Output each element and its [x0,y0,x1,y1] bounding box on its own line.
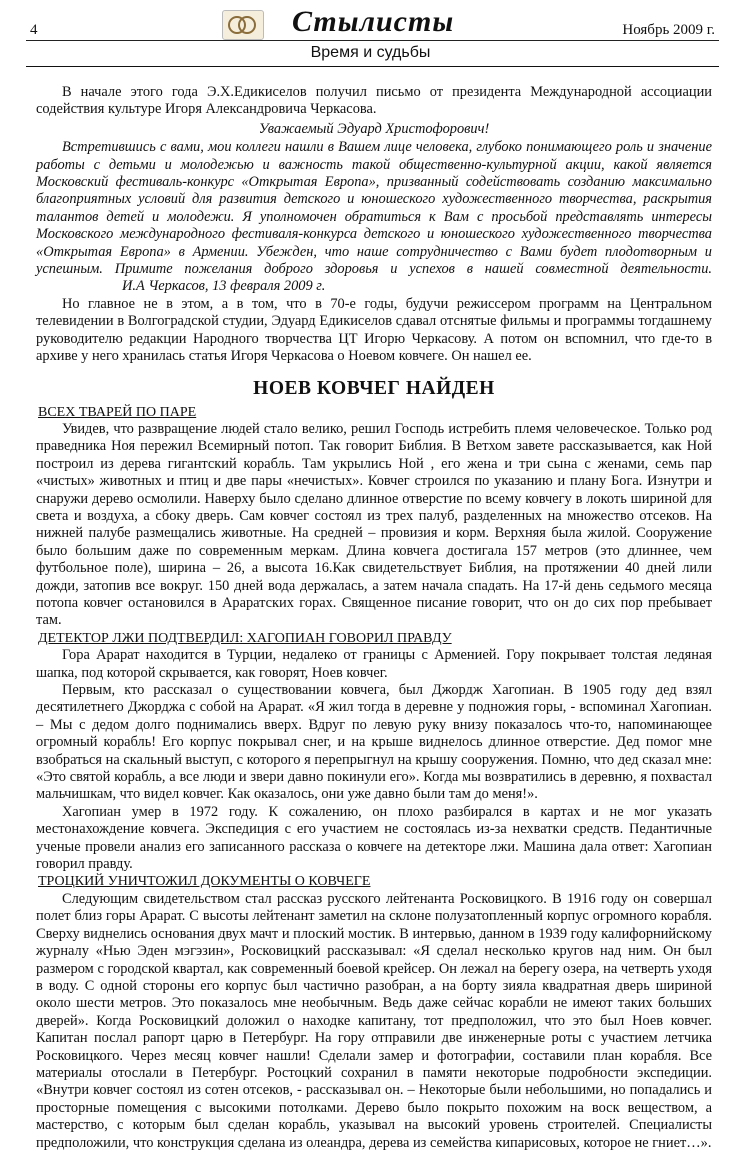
letter-body [36,139,712,296]
issue-date: Ноябрь 2009 г. [622,22,715,38]
magazine-logo-icon [222,10,264,40]
article-paragraph: Гора Арарат находится в Турции, недалеко от границы с Арменией. Гору покрывает толстая ледяная шапка, под которой скрывается, как говорят, Ноев ковчег. [36,647,712,681]
article-paragraph: Хагопиан умер в 1972 году. К сожалению, он плохо разбирался в картах и не мог указать местонахождение ковчега. Экспедиция с его участием не состоялась из-за нехватки средств. Педантичные ученые провели анализ его записанного рассказа о ковчеге на детекторе лжи. Машина дала ответ: Хагопиан говорил правду. [36,803,712,873]
section-title: Время и судьбы [310,44,431,61]
subheading-3: ТРОЦКИЙ УНИЧТОЖИЛ ДОКУМЕНТЫ О КОВЧЕГЕ [38,874,371,890]
intro-paragraph: В начале этого года Э.Х.Едикиселов получил письмо от президента Международной ассоциации содействия культуре Игоря Александровича Черкасова. [36,84,712,118]
subheading-2: ДЕТЕКТОР ЛЖИ ПОДТВЕРДИЛ: ХАГОПИАН ГОВОРИЛ ПРАВДУ [38,630,452,646]
masthead: Стылисты [292,5,455,38]
article-paragraph: Следующим свидетельством стал рассказ русского лейтенанта Росковицкого. В 1916 году он совершал полет близ горы Арарат. С высоты лейтенант заметил на склоне полузатопленный корпус огромного корабля. Сверху виднелись основания двух мачт и плоский мостик. В интервью, данном в 1939 году калифорнийскому журналу «Нью Эден мэгэзин», Росковицкий рассказывал: «Я сделал несколько кругов над ним. Он был размером с городской квартал, как современный боевой крейсер. Он лежал на берегу озера, на четверть уходя в воду. С одной стороны его корпус был частично разобран, а на борту зияла квадратная дверь шириной около шести метров. Это показалось мне необычным. Ведь даже сейчас корабли не имеют таких больших дверей». Когда Росковицкий доложил о находке капитану, тот предположил, что это был Ноев ковчег. Капитан послал рапорт царю в Петербург. На гору отправили две инженерные роты с участием летчика Росковицкого. Через месяц ковчег нашли! Сделали замер и фотографии, составили план корабля. Все материалы отослали в Петербург. Ростоцкий сохранил в памяти некоторые подробности экспедиции. «Внутри ковчег состоял из сотен отсеков, - рассказывал он. – Некоторые были небольшими, но попадались и просторные помещения с высокими потолками. Дерево было покрыто похожим на воск веществом, а мастерство, с которым был сделан корабль, указывал на высокий уровень строителей. Специалисты предположили, что конструкция сделана из олеандра, дерева из семейства кипарисовых, которое не гниет…». [36,890,712,1151]
article-title: НОЕВ КОВЧЕГ НАЙДЕН [253,377,495,399]
letter-salutation: Уважаемый Эдуард Христофорович! [258,120,490,137]
page-content [36,84,712,1152]
article-paragraph: Увидев, что развращение людей стало велико, решил Господь истребить племя человеческое. Только род праведника Ноя пережил Всемирный потоп. Так говорит Библия. В Ветхом завете рассказывается, как Ной построил из дерева гигантский корабль. Там укрылись Ной , его жена и три сына с женами, семь пар «чистых» животных и птиц и две пары «нечистых». Ковчег строился по указанию и плану Бога. Изнутри и снаружи дерево осмолили. Наверху было сделано длинное отверстие по всему ковчегу в локоть шириной для света и воздуха, а сбоку дверь. Сам ковчег состоял из трех палуб, разделенных на множество отсеков. На нижней палубе размещались животные. На средней – провизия и корм. Верхняя была жилой. Сооружение было большим даже по современным меркам. Длина ковчега достигала 157 метров (это длиннее, чем футбольное поле), ширина – 26, а высота 16.Как свидетельствует Библия, на протяжении 40 дней лили дожди, затопив все вокруг. 150 дней вода держалась, а затем начала спадать. На 17-й день седьмого месяца потопа ковчег остановился в Араратских горах. Священное писание говорит, что он до сих пор пребывает там. [36,420,712,629]
subheading-1: ВСЕХ ТВАРЕЙ ПО ПАРЕ [38,404,197,420]
page-header [0,0,741,70]
header-rule [26,40,719,41]
article-paragraph: Первым, кто рассказал о существовании ковчега, был Джордж Хагопиан. В 1905 году дед взял десятилетнего Джорджа с собой на Арарат. «Я жил тогда в деревне у подножия горы, - вспоминал Хагопиан. – Мы с дедом долго поднимались вверх. Вдруг по левую руку внизу показалось что-то, напоминающее огромный корабль! Его корпус покрывал снег, и на крыше виднелось длинное отверстие. Дед помог мне взобраться на скальный выступ, с которого я перепрыгнул на крышу сооружения. Помню, что дед сказал мне: «Это святой корабль, а все люди и звери давно покинули его». Когда мы возвратились в деревню, я похвастал мальчишкам, что видел ковчег. Как оказалось, они уже давно были там до меня!». [36,682,712,803]
intro-paragraph-2: Но главное не в этом, а в том, что в 70-е годы, будучи режиссером программ на Центральном телевидении в Волгоградской студии, Эдуард Едикиселов сдавал отснятые фильмы и программы тогдашнему руководителю редакции Народного творчества ЦТ Игорю Черкасову. А потом он вспомнил, что где-то в архиве у него хранилась статья Игоря Черкасова о Ноевом ковчеге. Он нашел ее. [36,295,712,365]
letter-signature: И.А Черкасов, 13 февраля 2009 г. [122,278,326,295]
letter-text: Встретившись с вами, мои коллеги нашли в Вашем лице человека, глубоко понимающего роль и значение работы с детьми и молодежью и важность такой общественно-культурной акции, какой является Московский фестиваль-конкурс «Открытая Европа», призванный содействовать созданию максимально благоприятных условий для развития детского и юношеского художественного творчества, раскрытия талантов детей и молодежи. Я уполномочен обратиться к Вам с просьбой представлять интересы Московского международного фестиваля-конкурса детского и юношеского художественного творчества «Открытая Европа» в Армении. Убежден, что наше сотрудничество с Вами будет плодотворным и успешным. Примите пожелания доброго здоровья и успехов в нашей совместной деятельности. [36,139,712,278]
section-rule [26,66,719,67]
page-number: 4 [30,22,38,38]
